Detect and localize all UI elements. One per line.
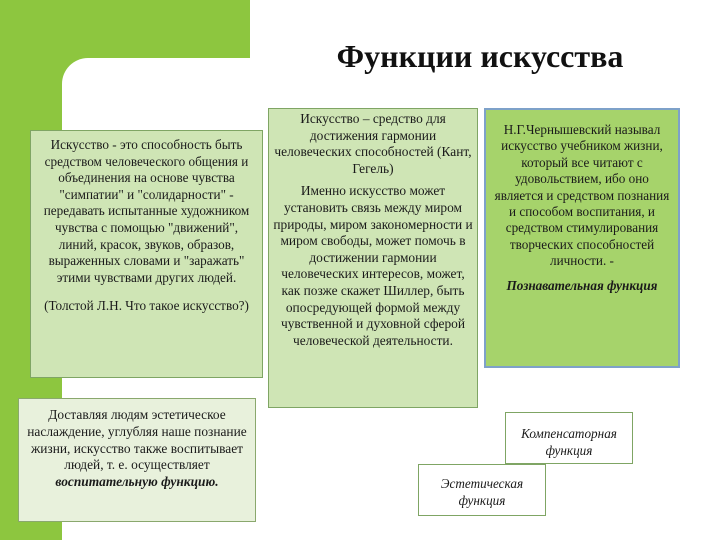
aesthetic-function-label: Эстетическая функция (440, 476, 524, 508)
educational-text: Доставляя людям эстетическое наслаждение, углубляя наше познание жизни, искусство также воспитывает людей, т. е. осуществляет (27, 407, 247, 473)
chernyshevsky-text: Н.Г.Чернышевский называл искусство учебником жизни, который все читают с удовольствием, ибо оно является и средством познания и способом воспитания, и средством стимулирования творческих способностей личности. - (494, 122, 670, 269)
tolstoy-definition-box (30, 130, 263, 378)
aesthetic-function-box (418, 464, 546, 516)
chernyshevsky-box (484, 108, 680, 368)
compensatory-function-box (505, 412, 633, 464)
cognitive-function-label: Познавательная функция (506, 277, 658, 293)
slide-title: Функции искусства (336, 38, 624, 74)
tolstoy-source-text: (Толстой Л.Н. Что такое искусство?) (44, 298, 249, 314)
educational-function-box (18, 398, 256, 522)
educational-function-label: воспитательную функцию. (55, 474, 219, 490)
compensatory-function-label: Компенсаторная функция (521, 426, 617, 458)
tolstoy-definition-text: Искусство - это способность быть средством человеческого общения и объединения на основе чувства "симпатии" и "солидарности" - передавать испытанные художником чувства с помощью "движений", линий, красок, звуков, образов, выраженных словами и "заражать" этими чувствами других людей. (43, 137, 250, 285)
harmony-intro-text: Искусство – средство для достижения гармонии человеческих способностей (Кант, Гегель) (274, 111, 472, 176)
harmony-schiller-text: Именно искусство может установить связь между миром природы, миром закономерности и миром свободы, может помочь в достижении гармонии человеческих интересов, может, как позже скажет Шиллер, быть опосредующей формой между чувственной и духовной сферой человеческой деятельности. (273, 183, 473, 348)
harmony-box (268, 108, 478, 408)
